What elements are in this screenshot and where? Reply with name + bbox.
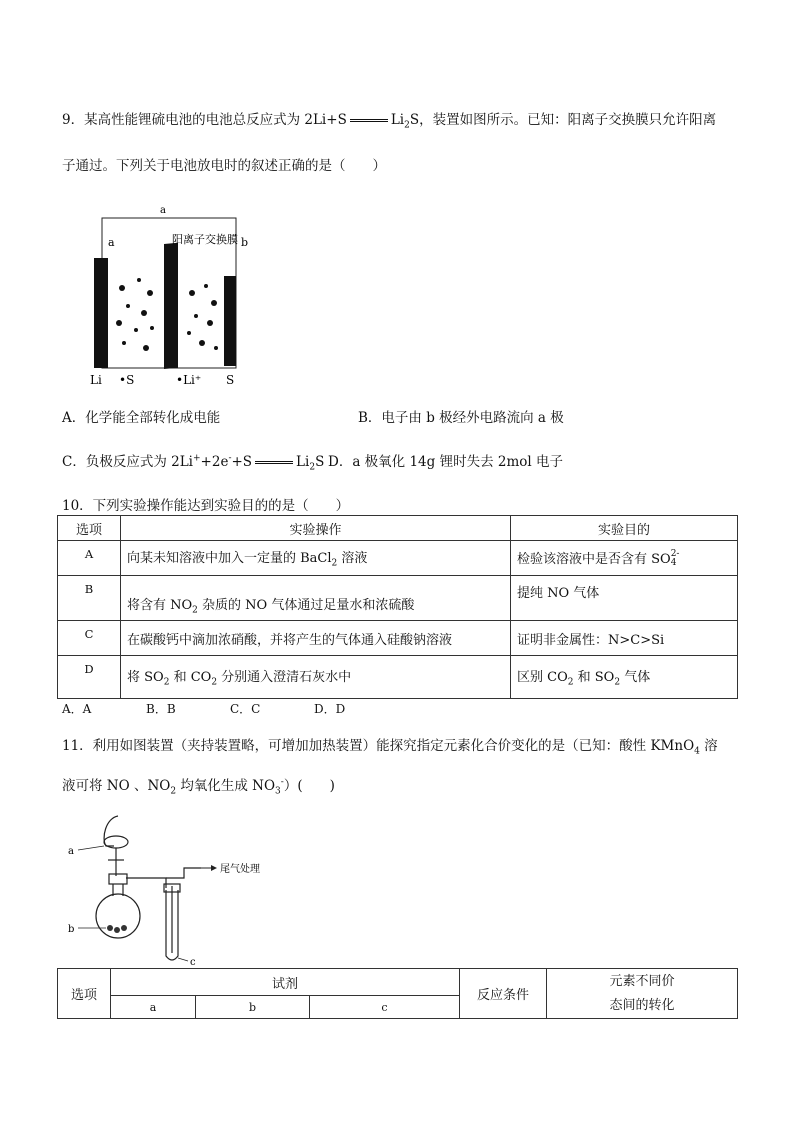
- row-option: C: [58, 621, 121, 656]
- row-operation: 将 $SO_2$ 和 $CO_2$ 分别通入澄清石灰水中: [121, 656, 511, 699]
- tail-gas-label: 尾气处理: [220, 864, 260, 875]
- q9-option-b[interactable]: B．电子由 b 极经外电路流向 a 极: [358, 410, 564, 426]
- apparatus-label-b: b: [68, 924, 75, 935]
- legend-s-dot: •S: [119, 373, 135, 387]
- q9-option-a[interactable]: A．化学能全部转化成电能: [62, 410, 221, 426]
- q10-answer-c[interactable]: C．C: [230, 702, 261, 716]
- membrane-label: 阳离子交换膜: [172, 233, 238, 246]
- row-goal: 检验该溶液中是否含有 SO 2- 4: [511, 541, 738, 576]
- table-header-row: [58, 516, 738, 541]
- reagent-b: b: [196, 996, 310, 1019]
- q9-stem-line1: 9．某高性能锂硫电池的电池总反应式为 2Li+S $Li_2S$，装置如图所示。已知：阳离子交换膜只允许阳离: [62, 112, 717, 131]
- figure-label-a: a: [108, 236, 115, 249]
- q11-stem-line1: 11．利用如图装置（夹持装置略，可增加加热装置）能探究指定元素化合价变化的是（已知：酸性 KMnO$_4$ 溶: [62, 738, 718, 757]
- row-operation: 在碳酸钙中滴加浓硝酸，并将产生的气体通入硅酸钠溶液: [121, 621, 511, 656]
- reagent-a: a: [111, 996, 196, 1019]
- apparatus-label-c: c: [190, 957, 196, 968]
- q10-table: [57, 515, 738, 699]
- membrane: [164, 243, 178, 369]
- q9-stem-line2: 子通过。下列关于电池放电时的叙述正确的是（ ）: [62, 158, 386, 174]
- li-electrode: [94, 258, 108, 368]
- figure-label-top: a: [160, 205, 166, 216]
- figure-label-b: b: [241, 236, 249, 249]
- row-goal: 提纯 NO 气体: [511, 576, 738, 621]
- row-goal: 区别 $CO_2$ 和 $SO_2$ 气体: [511, 656, 738, 699]
- header-goal: 实验目的: [511, 516, 738, 541]
- battery-figure: [84, 198, 264, 393]
- legend-li: Li: [90, 373, 102, 387]
- table-row: [58, 576, 738, 621]
- q10-stem: 10．下列实验操作能达到实验目的的是（ ）: [62, 498, 350, 514]
- q10-answer-a[interactable]: A．A: [62, 702, 92, 716]
- header-reagent: 试剂: [111, 969, 460, 996]
- q10-answer-d[interactable]: D．D: [314, 702, 346, 716]
- legend-s: S: [226, 373, 235, 387]
- s-electrode: [224, 276, 236, 366]
- q9-option-c[interactable]: C．负极反应式为 2Li++2e-+S $Li_2S$: [62, 453, 325, 473]
- table-row: [58, 541, 738, 576]
- reaction-equals: [255, 461, 293, 464]
- apparatus-label-a: a: [68, 846, 74, 857]
- header-change: 元素不同价 态间的转化: [547, 969, 738, 1019]
- q10-answer-b[interactable]: B．B: [146, 702, 176, 716]
- reagent-c: c: [310, 996, 460, 1019]
- row-option: D: [58, 656, 121, 699]
- header-condition: 反应条件: [460, 969, 547, 1019]
- q11-stem-line2: 液可将 NO 、$NO_2$ 均氧化生成 $NO_3^-$）( ): [62, 777, 335, 797]
- q11-table: [57, 968, 738, 1019]
- header-operation: 实验操作: [121, 516, 511, 541]
- row-goal: 证明非金属性：N>C>Si: [511, 621, 738, 656]
- apparatus-figure: [66, 808, 296, 970]
- header-option: 选项: [58, 969, 111, 1019]
- table-row: [58, 656, 738, 699]
- row-option: A: [58, 541, 121, 576]
- table-row: [58, 621, 738, 656]
- reaction-equals: [350, 119, 388, 122]
- header-option: 选项: [58, 516, 121, 541]
- row-option: B: [58, 576, 121, 621]
- row-operation: 将含有 $NO_2$ 杂质的 NO 气体通过足量水和浓硫酸: [121, 576, 511, 621]
- row-operation: 向某未知溶液中加入一定量的 BaCl$_2$ 溶液: [121, 541, 511, 576]
- legend-li-ion: •Li⁺: [176, 373, 202, 387]
- q9-option-d[interactable]: D．a 极氧化 14g 锂时失去 2mol 电子: [328, 454, 563, 470]
